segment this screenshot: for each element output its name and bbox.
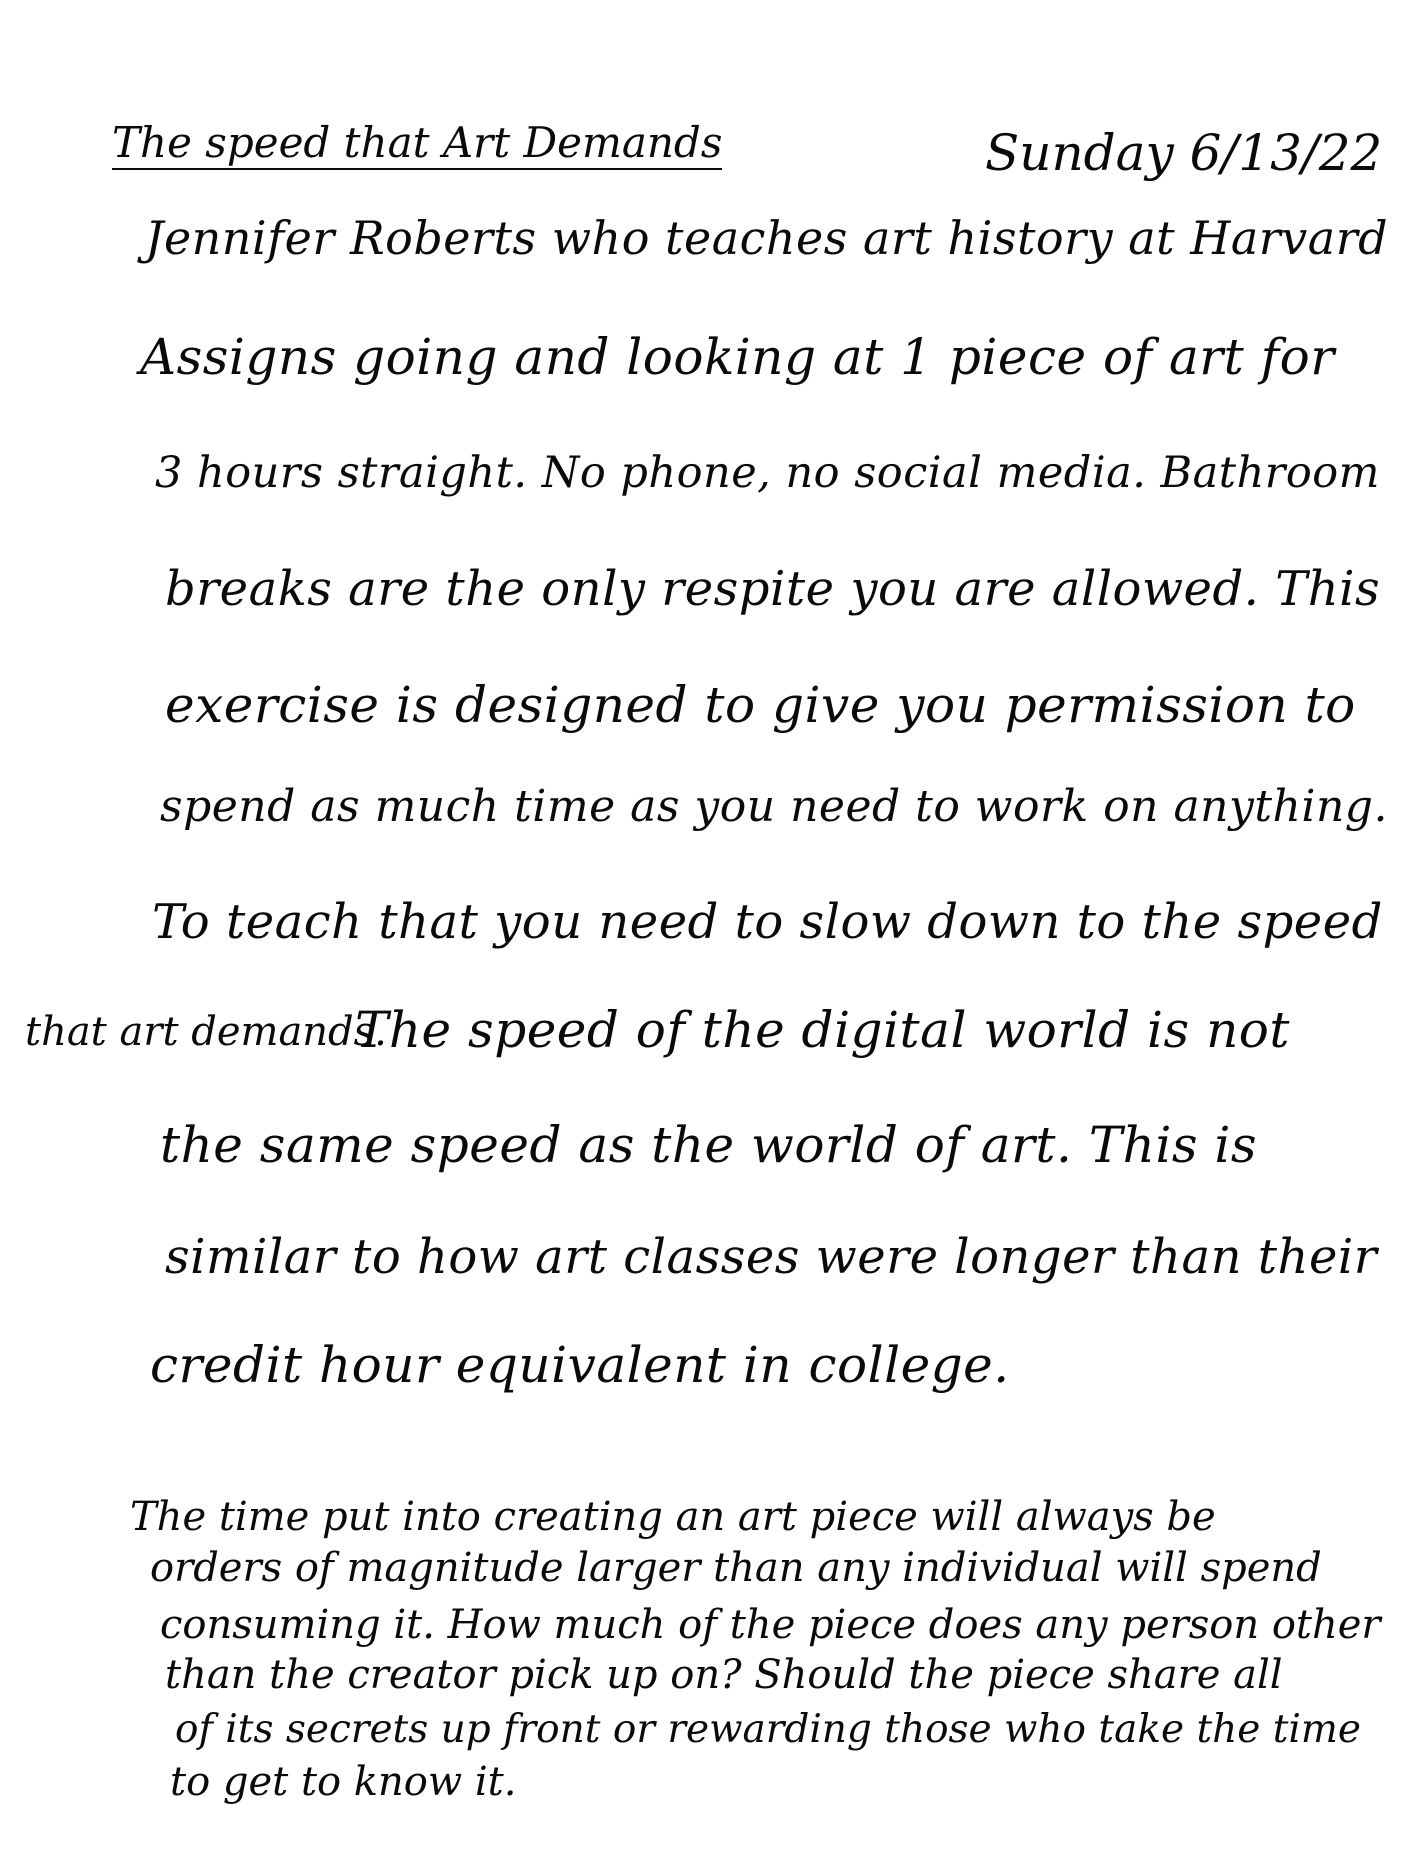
paragraph-2-line-5: of its secrets up front or rewarding those who take the time <box>175 1707 1361 1752</box>
paragraph-1-line-11: credit hour equivalent in college. <box>150 1336 1010 1394</box>
paragraph-1-line-9: the same speed as the world of art. This is <box>160 1116 1258 1174</box>
paragraph-1-line-3: 3 hours straight. No phone, no social media. Bathroom <box>155 448 1380 498</box>
paragraph-2-line-3: consuming it. How much of the piece does any person other <box>160 1602 1381 1648</box>
paragraph-1-line-8b: The speed of the digital world is not <box>355 1001 1290 1059</box>
paragraph-1-line-8a: that art demands. <box>25 1009 387 1055</box>
paragraph-2-line-1: The time put into creating an art piece will always be <box>130 1494 1216 1540</box>
paragraph-1-line-7: To teach that you need to slow down to the speed <box>152 894 1383 950</box>
paragraph-1-line-6: spend as much time as you need to work on anything. <box>160 781 1388 832</box>
note-title: The speed that Art Demands <box>112 122 722 170</box>
note-date: Sunday 6/13/22 <box>985 124 1383 182</box>
paragraph-2-line-2: orders of magnitude larger than any individual will spend <box>150 1545 1322 1591</box>
paragraph-1-line-5: exercise is designed to give you permission to <box>165 676 1356 734</box>
paragraph-2-line-6: to get to know it. <box>170 1759 517 1805</box>
paragraph-1-line-4: breaks are the only respite you are allowed. This <box>165 561 1381 617</box>
paragraph-1-line-2: Assigns going and looking at 1 piece of art for <box>140 328 1335 386</box>
paragraph-1-line-1: Jennifer Roberts who teaches art history at Harvard <box>145 211 1389 265</box>
paragraph-1-line-10: similar to how art classes were longer than their <box>165 1229 1378 1285</box>
paragraph-2-line-4: than the creator pick up on? Should the piece share all <box>165 1652 1283 1698</box>
